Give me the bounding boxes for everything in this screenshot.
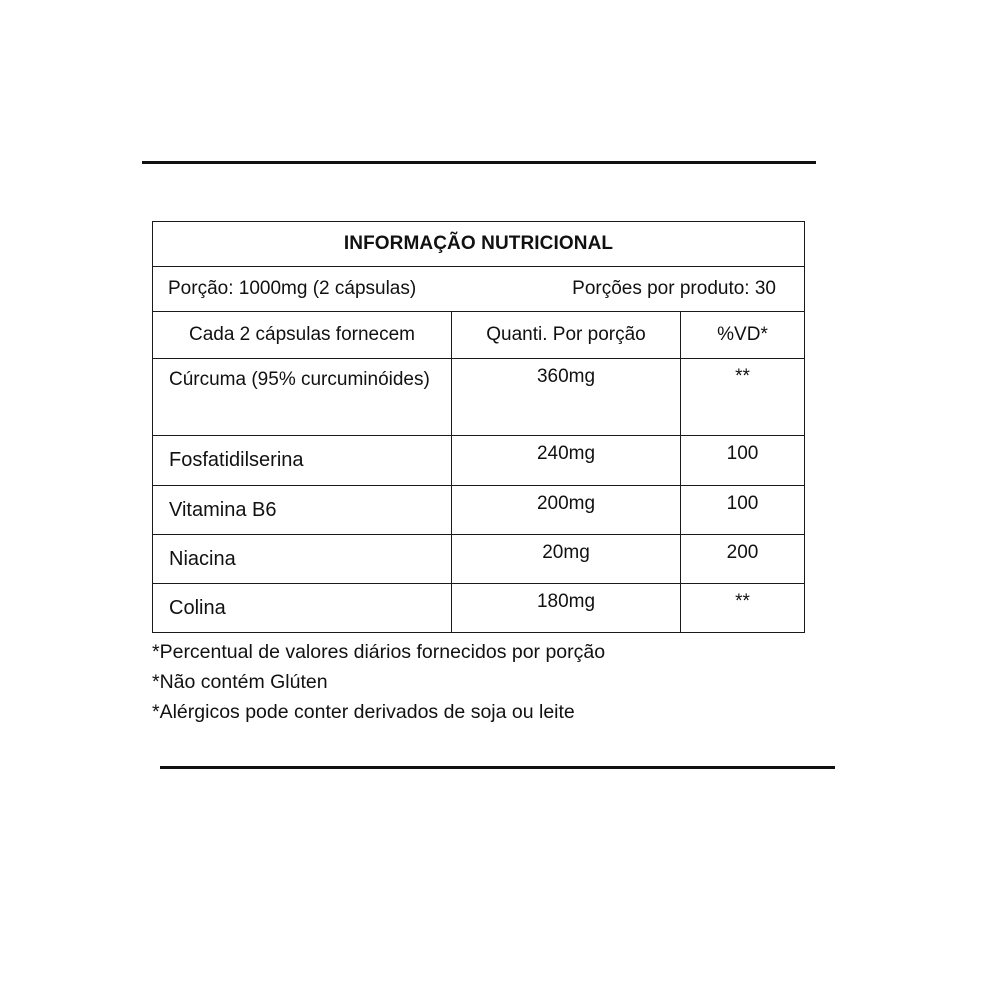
portion-row <box>153 267 805 312</box>
top-divider <box>142 161 816 164</box>
table-row <box>153 535 805 584</box>
footnotes <box>152 637 804 727</box>
footnote: *Alérgicos pode conter derivados de soja ou leite <box>152 701 575 723</box>
nutrient-dv: 100 <box>681 486 805 535</box>
nutrient-name: Niacina <box>153 535 452 584</box>
nutrition-table <box>152 221 805 633</box>
nutrient-dv: 100 <box>681 436 805 486</box>
nutrient-name: Vitamina B6 <box>153 486 452 535</box>
servings-per-product: Porções por produto: 30 <box>572 278 776 299</box>
table-title: INFORMAÇÃO NUTRICIONAL <box>153 222 805 267</box>
nutrient-dv: ** <box>681 359 805 436</box>
header-row <box>153 312 805 359</box>
nutrient-name: Colina <box>153 584 452 633</box>
table-row <box>153 436 805 486</box>
column-header-dv: %VD* <box>681 312 805 359</box>
table-row <box>153 486 805 535</box>
column-header-name: Cada 2 cápsulas fornecem <box>153 312 452 359</box>
column-header-amount: Quanti. Por porção <box>452 312 681 359</box>
nutrient-amount: 360mg <box>452 359 681 436</box>
nutrient-amount: 20mg <box>452 535 681 584</box>
footnote: *Não contém Glúten <box>152 671 328 693</box>
title-row <box>153 222 805 267</box>
nutrient-amount: 200mg <box>452 486 681 535</box>
nutrient-name: Fosfatidilserina <box>153 436 452 486</box>
nutrition-panel <box>152 221 804 727</box>
nutrient-amount: 180mg <box>452 584 681 633</box>
nutrient-name: Cúrcuma (95% curcuminóides) <box>153 359 452 436</box>
nutrient-dv: ** <box>681 584 805 633</box>
nutrient-dv: 200 <box>681 535 805 584</box>
table-row <box>153 584 805 633</box>
serving-size: Porção: 1000mg (2 cápsulas) <box>168 278 417 299</box>
table-row <box>153 359 805 436</box>
nutrient-amount: 240mg <box>452 436 681 486</box>
footnote: *Percentual de valores diários fornecidos por porção <box>152 641 606 663</box>
bottom-divider <box>160 766 835 769</box>
